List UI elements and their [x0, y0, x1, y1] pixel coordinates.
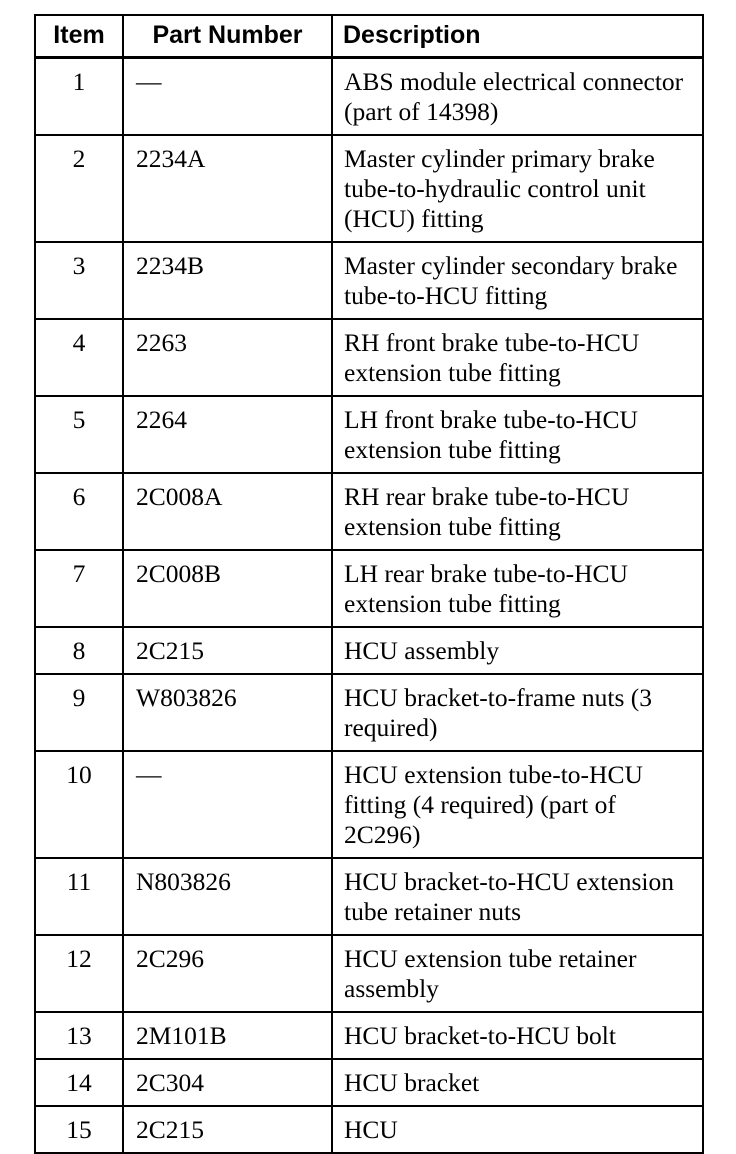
part-description: LH front brake tube-to-HCU extension tube fitting [332, 396, 703, 473]
item-number: 1 [35, 57, 123, 135]
table-row [35, 674, 703, 751]
table-row [35, 242, 703, 319]
part-description: Master cylinder primary brake tube-to-hydraulic control unit (HCU) fitting [332, 135, 703, 242]
part-description: HCU assembly [332, 627, 703, 674]
item-number: 3 [35, 242, 123, 319]
item-number: 14 [35, 1059, 123, 1106]
table-row [35, 396, 703, 473]
part-number: 2C008A [123, 473, 332, 550]
part-number: N803826 [123, 858, 332, 935]
item-number: 8 [35, 627, 123, 674]
part-number: 2C304 [123, 1059, 332, 1106]
part-number: 2234B [123, 242, 332, 319]
part-description: HCU bracket-to-frame nuts (3 required) [332, 674, 703, 751]
table-row [35, 1106, 703, 1153]
part-number: 2M101B [123, 1012, 332, 1059]
table-body [35, 57, 703, 1153]
table-row [35, 319, 703, 396]
table-row [35, 57, 703, 135]
table-row [35, 135, 703, 242]
table-row [35, 550, 703, 627]
part-description: HCU extension tube-to-HCU fitting (4 required) (part of 2C296) [332, 751, 703, 858]
part-number: 2264 [123, 396, 332, 473]
part-description: RH rear brake tube-to-HCU extension tube fitting [332, 473, 703, 550]
item-number: 7 [35, 550, 123, 627]
item-number: 6 [35, 473, 123, 550]
part-number: 2C215 [123, 627, 332, 674]
part-description: HCU [332, 1106, 703, 1153]
part-description: RH front brake tube-to-HCU extension tube fitting [332, 319, 703, 396]
item-number: 11 [35, 858, 123, 935]
part-number: — [123, 751, 332, 858]
table-row [35, 751, 703, 858]
part-description: HCU extension tube retainer assembly [332, 935, 703, 1012]
part-number: 2C008B [123, 550, 332, 627]
header-row [35, 15, 703, 57]
item-number: 2 [35, 135, 123, 242]
item-number: 4 [35, 319, 123, 396]
part-description: Master cylinder secondary brake tube-to-HCU fitting [332, 242, 703, 319]
table-row [35, 473, 703, 550]
item-number: 12 [35, 935, 123, 1012]
table-row [35, 935, 703, 1012]
item-number: 5 [35, 396, 123, 473]
part-description: ABS module electrical connector (part of 14398) [332, 57, 703, 135]
part-number: 2263 [123, 319, 332, 396]
table-row [35, 858, 703, 935]
item-number: 13 [35, 1012, 123, 1059]
item-number: 15 [35, 1106, 123, 1153]
part-description: HCU bracket [332, 1059, 703, 1106]
part-description: LH rear brake tube-to-HCU extension tube fitting [332, 550, 703, 627]
item-number: 10 [35, 751, 123, 858]
part-number: 2C215 [123, 1106, 332, 1153]
part-description: HCU bracket-to-HCU extension tube retainer nuts [332, 858, 703, 935]
table-row [35, 1012, 703, 1059]
table-row [35, 1059, 703, 1106]
part-number: W803826 [123, 674, 332, 751]
item-number: 9 [35, 674, 123, 751]
table-header [35, 15, 703, 57]
part-description: HCU bracket-to-HCU bolt [332, 1012, 703, 1059]
table-row [35, 627, 703, 674]
part-number: 2234A [123, 135, 332, 242]
part-number: 2C296 [123, 935, 332, 1012]
header-item: Item [35, 15, 123, 57]
part-number: — [123, 57, 332, 135]
parts-table [34, 14, 704, 1154]
header-part-number: Part Number [123, 15, 332, 57]
header-description: Description [332, 15, 703, 57]
